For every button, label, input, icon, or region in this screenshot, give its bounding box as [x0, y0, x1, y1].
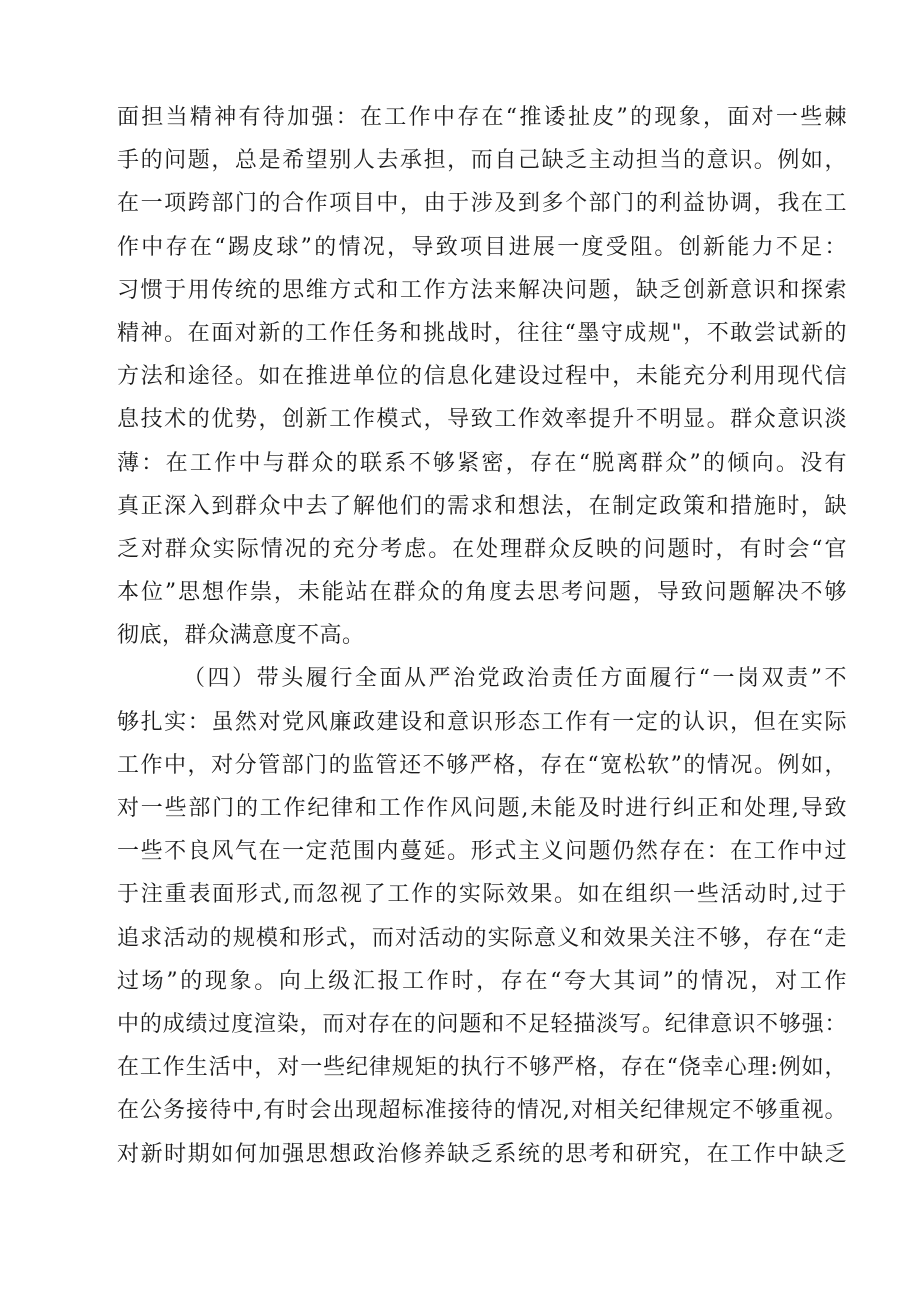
text-line: 于注重表面形式,而忽视了工作的实际效果。如在组织一些活动时,过于	[117, 882, 847, 908]
section-heading-line: （四）带头履行全面从严治党政治责任方面履行“一岗双责”不	[183, 666, 847, 692]
text-line: 面担当精神有待加强：在工作中存在“推诿扯皮”的现象，面对一些棘	[117, 105, 847, 130]
text-line: 在公务接待中,有时会出现超标准接待的情况,对相关纪律规定不够重视。	[117, 1098, 847, 1124]
text-line: 够扎实：虽然对党风廉政建设和意识形态工作有一定的认识，但在实际	[117, 709, 847, 735]
text-line: 作中存在“踢皮球”的情况，导致项目进展一度受阻。创新能力不足：	[117, 234, 847, 260]
text-line: 对新时期如何加强思想政治修养缺乏系统的思考和研究，在工作中缺乏	[117, 1141, 847, 1167]
text-line: 中的成绩过度渲染，而对存在的问题和不足轻描淡写。纪律意识不够强：	[117, 1011, 847, 1037]
text-line: 彻底，群众满意度不高。	[117, 623, 365, 649]
text-line: 追求活动的规模和形式，而对活动的实际意义和效果关注不够，存在“走	[117, 925, 847, 951]
text-line: 精神。在面对新的工作任务和挑战时，往往“墨守成规"，不敢尝试新的	[117, 320, 847, 346]
text-line: 在一项跨部门的合作项目中，由于涉及到多个部门的利益协调，我在工	[117, 191, 847, 217]
text-line: 对一些部门的工作纪律和工作作风问题,未能及时进行纠正和处理,导致	[117, 796, 847, 821]
text-line: 工作中，对分管部门的监管还不够严格，存在“宽松软”的情况。例如，	[117, 752, 847, 778]
body-text	[117, 96, 847, 1176]
text-line: 息技术的优势，创新工作模式，导致工作效率提升不明显。群众意识淡	[117, 407, 847, 433]
text-line: 过场”的现象。向上级汇报工作时，存在“夸大其词”的情况，对工作	[117, 968, 847, 994]
text-line: 习惯于用传统的思维方式和工作方法来解决问题，缺乏创新意识和探索	[117, 277, 847, 303]
text-line: 本位”思想作祟，未能站在群众的角度去思考问题，导致问题解决不够	[117, 580, 847, 606]
text-line: 手的问题，总是希望别人去承担，而自己缺乏主动担当的意识。例如，	[117, 148, 847, 174]
text-line: 真正深入到群众中去了解他们的需求和想法，在制定政策和措施时，缺	[117, 493, 847, 519]
text-line: 薄：在工作中与群众的联系不够紧密，存在“脱离群众”的倾向。没有	[117, 450, 847, 476]
text-line: 方法和途径。如在推进单位的信息化建设过程中，未能充分利用现代信	[117, 364, 847, 390]
text-line: 在工作生活中，对一些纪律规矩的执行不够严格，存在“侥幸心理:例如，	[117, 1055, 847, 1081]
text-line: 乏对群众实际情况的充分考虑。在处理群众反映的问题时，有时会“官	[117, 536, 847, 562]
text-line: 一些不良风气在一定范围内蔓延。形式主义问题仍然存在：在工作中过	[117, 839, 847, 865]
